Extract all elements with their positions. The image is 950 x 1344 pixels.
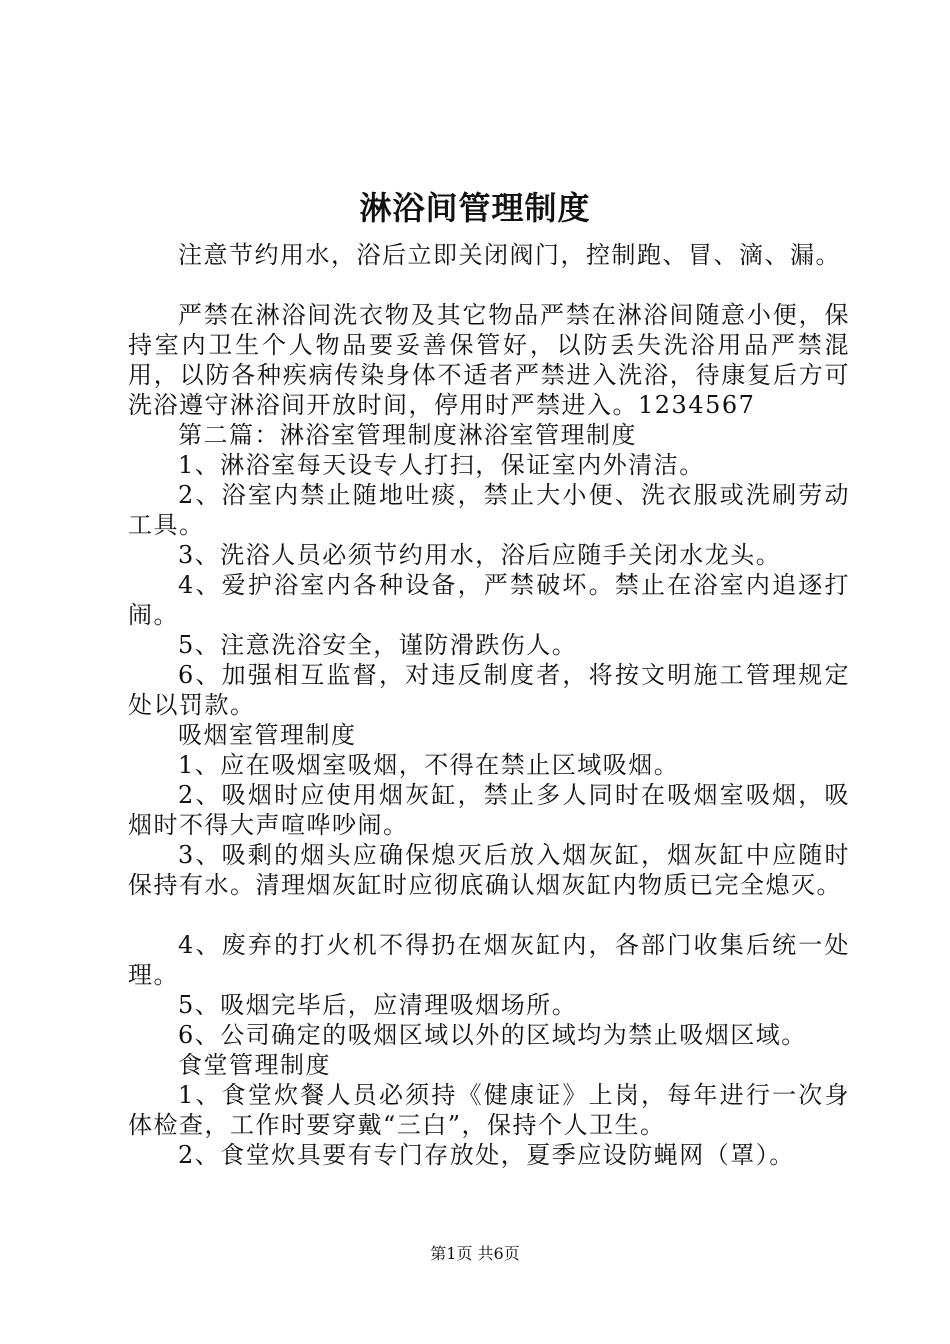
section-heading: 吸烟室管理制度 [178,721,357,749]
list-item: 1、应在吸烟室吸烟，不得在禁止区域吸烟。 [178,751,680,779]
document-body [128,240,850,1170]
section-heading: 第二篇：淋浴室管理制度淋浴室管理制度 [178,421,637,449]
list-item: 6、加强相互监督，对违反制度者，将按文明施工管理规定处以罚款。 [128,661,850,719]
list-item: 4、爱护浴室内各种设备，严禁破坏。禁止在浴室内追逐打闹。 [128,571,850,629]
paragraph: 注意节约用水，浴后立即关闭阀门，控制跑、冒、滴、漏。 [178,241,841,269]
list-item: 3、吸剩的烟头应确保熄灭后放入烟灰缸，烟灰缸中应随时保持有水。清理烟灰缸时应彻底确认烟灰缸内物质已完全熄灭。 [128,841,850,899]
list-item: 2、吸烟时应使用烟灰缸，禁止多人同时在吸烟室吸烟，吸烟时不得大声喧哗吵闹。 [128,781,850,839]
list-item: 5、吸烟完毕后，应清理吸烟场所。 [178,991,578,1019]
section-heading: 食堂管理制度 [178,1051,331,1079]
paragraph: 严禁在淋浴间洗衣物及其它物品严禁在淋浴间随意小便，保持室内卫生个人物品要妥善保管好，以防丢失洗浴用品严禁混用，以防各种疾病传染身体不适者严禁进入洗浴，待康复后方可洗浴遵守淋浴间开放时间，停用时严禁进入。1234567 [128,301,850,419]
blank-line [128,270,850,300]
list-item: 1、食堂炊餐人员必须持《健康证》上岗，每年进行一次身体检查，工作时要穿戴“三白”，保持个人卫生。 [128,1081,850,1139]
page-footer: 第1页 共6页 [430,1244,520,1263]
blank-line [128,900,850,930]
list-item: 5、注意洗浴安全，谨防滑跌伤人。 [178,631,578,659]
list-item: 2、浴室内禁止随地吐痰，禁止大小便、洗衣服或洗刷劳动工具。 [128,481,850,539]
list-item: 4、废弃的打火机不得扔在烟灰缸内，各部门收集后统一处理。 [128,931,850,989]
list-item: 6、公司确定的吸烟区域以外的区域均为禁止吸烟区域。 [178,1021,807,1049]
document-title: 淋浴间管理制度 [359,189,591,227]
list-item: 2、食堂炊具要有专门存放处，夏季应设防蝇网（罩）。 [178,1141,795,1169]
list-item: 3、洗浴人员必须节约用水，浴后应随手关闭水龙头。 [178,541,782,569]
list-item: 1、淋浴室每天设专人打扫，保证室内外清洁。 [178,451,705,479]
